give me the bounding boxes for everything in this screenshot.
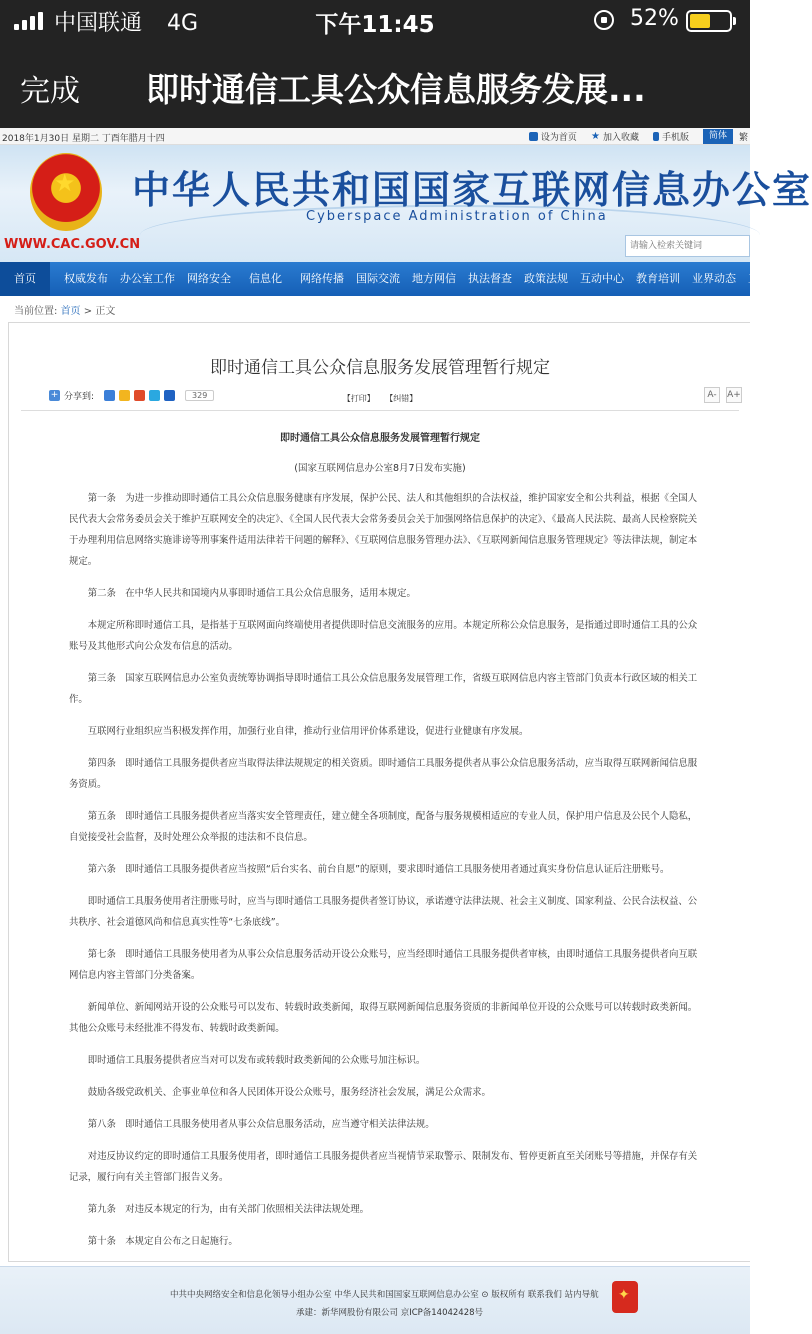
status-bar	[0, 0, 750, 40]
page-title: 即时通信工具公众信息服务发展...	[146, 70, 646, 109]
paragraph: 第六条 即时通信工具服务提供者应当按照“后台实名、前台自愿”的原则，要求即时通信工具服务使用者通过真实身份信息认证后注册账号。	[87, 864, 670, 875]
nav-item-home[interactable]: 首页	[0, 262, 50, 296]
font-size-controls	[704, 387, 742, 403]
article-container	[8, 322, 750, 1262]
paragraph: 第七条 即时通信工具服务使用者为从事公众信息服务活动开设公众账号，应当经即时通信工具服务提供者审核，由即时通信工具服务提供者向互联网信息内容主管部门分类备案。	[69, 949, 698, 981]
breadcrumb-label: 当前位置:	[14, 306, 58, 317]
top-links	[529, 128, 750, 145]
nav-item-education[interactable]: 教育培训	[636, 272, 680, 285]
footer-copyright: 中共中央网络安全和信息化领导小组办公室 中华人民共和国国家互联网信息办公室 ⊙ 版权所有 联系我们 站内导航	[170, 1290, 599, 1300]
browser-bar	[0, 40, 750, 128]
paragraph: 新闻单位、新闻网站开设的公众账号可以发布、转载时政类新闻，取得互联网新闻信息服务资质的非新闻单位开设的公众账号可以转载时政类新闻。其他公众账号未经批准不得发布、转载时政类新闻。	[69, 1002, 698, 1034]
paragraph: 第十条 本规定自公布之日起施行。	[87, 1236, 238, 1247]
nav-item-topics[interactable]: 工作专题	[748, 272, 792, 285]
search-input[interactable]	[625, 235, 750, 257]
breadcrumb-separator: >	[83, 306, 93, 317]
paragraph: 鼓励各级党政机关、企事业单位和各人民团体开设公众账号，服务经济社会发展，满足公众需求。	[87, 1087, 491, 1098]
battery-percent: 52%	[630, 6, 679, 31]
paragraph: 即时通信工具服务提供者应当对可以发布或转载时政类新闻的公众账号加注标识。	[87, 1055, 426, 1066]
breadcrumb	[14, 302, 115, 317]
share-count: 329	[185, 390, 214, 401]
paragraph: 第二条 在中华人民共和国境内从事即时通信工具公众信息服务，适用本规定。	[87, 588, 416, 599]
font-smaller-button[interactable]: A-	[704, 387, 720, 403]
print-link[interactable]: 【打印】	[342, 394, 375, 403]
nav-item-local[interactable]: 地方网信	[412, 272, 456, 285]
nav-item-authority[interactable]: 权威发布	[64, 272, 108, 285]
footer-builder: 承建：新华网股份有限公司 京ICP备14042428号	[296, 1308, 484, 1318]
app-header	[0, 0, 750, 128]
mobile-version-link[interactable]	[653, 130, 689, 143]
nav-item-communication[interactable]: 网络传播	[300, 272, 344, 285]
document-subtitle: (国家互联网信息办公室8月7日发布实施)	[294, 463, 466, 474]
add-favorite-link[interactable]	[591, 130, 639, 143]
lang-traditional[interactable]: 繁	[738, 133, 748, 143]
breadcrumb-current: 正文	[95, 306, 116, 317]
paragraph: 第一条 为进一步推动即时通信工具公众信息服务健康有序发展，保护公民、法人和其他组织的合法权益，维护国家安全和公共利益，根据《全国人民代表大会常务委员会关于维护互联网安全的决定》、《全国人民代表大会常务委员会关于加强网络信息保护的决定》、《最高人民法院、最高人民检察院关于办理利用信息网络实施诽谤等刑事案件适用法律若干问题的解释》、《互联网信息服务管理办法》、《互联网新闻信息服务管理规定》等法律法规，制定本规定。	[69, 493, 698, 567]
nav-item-office[interactable]: 办公室工作	[120, 272, 175, 285]
nav-item-industry[interactable]: 业界动态	[692, 272, 736, 285]
phone-icon	[653, 132, 659, 141]
lang-simplified[interactable]: 简体	[703, 129, 733, 144]
nav-item-informatization[interactable]: 信息化	[249, 272, 282, 285]
print-row	[9, 393, 751, 404]
nav-item-interaction[interactable]: 互动中心	[580, 272, 624, 285]
battery-icon	[686, 10, 732, 32]
site-url[interactable]: WWW.CAC.GOV.CN	[4, 237, 141, 252]
paragraph: 第四条 即时通信工具服务提供者应当取得法律法规规定的相关资质。即时通信工具服务提供者从事公众信息服务活动，应当取得互联网新闻信息服务资质。	[69, 758, 698, 790]
divider	[21, 410, 739, 411]
nav-item-international[interactable]: 国际交流	[356, 272, 400, 285]
document-title: 即时通信工具公众信息服务发展管理暂行规定	[280, 433, 480, 444]
status-time: 下午11:45	[315, 12, 435, 38]
mobile-version-label: 手机版	[661, 133, 689, 143]
site-banner	[0, 145, 812, 262]
paragraph: 第九条 对违反本规定的行为，由有关部门依照相关法律法规处理。	[87, 1204, 370, 1215]
font-larger-button[interactable]: A+	[726, 387, 742, 403]
nav-item-enforcement[interactable]: 执法督查	[468, 272, 512, 285]
government-badge-icon[interactable]	[612, 1281, 638, 1313]
correction-link[interactable]: 【纠错】	[385, 394, 418, 403]
paragraph: 第三条 国家互联网信息办公室负责统筹协调指导即时通信工具公众信息服务发展管理工作，省级互联网信息内容主管部门负责本行政区域的相关工作。	[69, 673, 698, 705]
rotation-lock-icon	[594, 10, 614, 30]
site-footer	[0, 1266, 750, 1334]
share-label: 分享到:	[64, 392, 95, 402]
add-favorite-label: 加入收藏	[602, 133, 639, 143]
site-date: 2018年1月30日 星期二 丁酉年腊月十四	[2, 134, 165, 144]
done-button[interactable]: 完成	[20, 74, 80, 109]
carrier-name: 中国联通	[54, 11, 143, 36]
nav-item-policy[interactable]: 政策法规	[524, 272, 568, 285]
breadcrumb-home-link[interactable]: 首页	[60, 306, 81, 317]
home-icon	[529, 132, 538, 141]
set-homepage-link[interactable]	[529, 130, 577, 143]
site-name: 中华人民共和国国家互联网信息办公室	[132, 168, 812, 212]
site-name-en: Cyberspace Administration of China	[306, 209, 608, 224]
main-nav	[0, 262, 792, 296]
share-plus-icon[interactable]: +	[50, 390, 59, 400]
paragraph: 第八条 即时通信工具服务使用者从事公众信息服务活动，应当遵守相关法律法规。	[87, 1119, 435, 1130]
article-body	[69, 488, 699, 1263]
paragraph: 互联网行业组织应当积极发挥作用，加强行业自律，推动行业信用评价体系建设，促进行业健康有序发展。	[87, 726, 529, 737]
nav-item-security[interactable]: 网络安全	[187, 272, 231, 285]
paragraph: 即时通信工具服务使用者注册账号时，应当与即时通信工具服务提供者签订协议，承诺遵守法律法规、社会主义制度、国家利益、公民合法权益、公共秩序、社会道德风尚和信息真实性等“七条底线”。	[69, 896, 698, 928]
set-homepage-label: 设为首页	[540, 133, 577, 143]
network-type: 4G	[167, 11, 199, 36]
national-emblem-icon	[30, 153, 102, 231]
article-title: 即时通信工具公众信息服务发展管理暂行规定	[210, 358, 550, 378]
paragraph: 本规定所称即时通信工具，是指基于互联网面向终端使用者提供即时信息交流服务的应用。本规定所称公众信息服务，是指通过即时通信工具的公众账号及其他形式向公众发布信息的活动。	[69, 620, 698, 652]
site-topbar	[0, 128, 750, 145]
paragraph: 对违反协议约定的即时通信工具服务使用者，即时通信工具服务提供者应当视情节采取警示、限制发布、暂停更新直至关闭账号等措施，并保存有关记录，履行向有关主管部门报告义务。	[69, 1151, 698, 1183]
paragraph: 第五条 即时通信工具服务提供者应当落实安全管理责任，建立健全各项制度，配备与服务规模相适应的专业人员，保护用户信息及公民个人隐私，自觉接受社会监督，及时处理公众举报的违法和不良信息。	[69, 811, 698, 843]
star-icon: ★	[590, 131, 600, 142]
